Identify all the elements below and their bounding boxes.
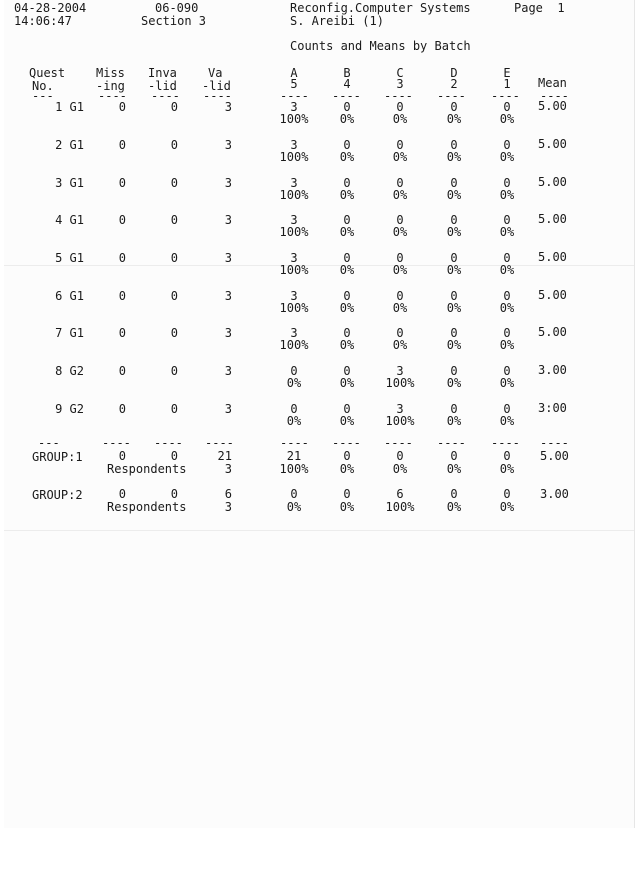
response-b-percent: 0% xyxy=(339,500,355,514)
response-e-percent: 0% xyxy=(499,188,515,202)
valid-count: 3 xyxy=(224,326,232,340)
mean-value: 5.00 xyxy=(538,99,567,113)
response-a-percent: 100% xyxy=(279,188,309,202)
response-e-percent: 0% xyxy=(499,338,515,352)
response-c-count: 0 xyxy=(396,176,404,190)
question-number: 6 G1 xyxy=(55,289,84,303)
response-d-percent: 0% xyxy=(446,301,462,315)
dash: ---- xyxy=(280,436,309,450)
valid-count: 3 xyxy=(224,100,232,114)
response-a-count: 21 xyxy=(286,449,302,463)
missing-count: 0 xyxy=(118,449,126,463)
response-a-percent: 0% xyxy=(286,414,302,428)
missing-count: 0 xyxy=(118,213,126,227)
response-c-percent: 0% xyxy=(392,263,408,277)
response-c-count: 0 xyxy=(396,213,404,227)
response-b-percent: 0% xyxy=(339,338,355,352)
response-c-percent: 100% xyxy=(385,414,415,428)
col-invalid-sub: -lid xyxy=(148,79,177,93)
course-code: 06-090 xyxy=(155,1,199,15)
col-b-score: 4 xyxy=(343,77,351,91)
invalid-count: 0 xyxy=(170,251,178,265)
col-c-label: C xyxy=(396,66,404,80)
report-date: 04-28-2004 xyxy=(14,1,87,15)
response-e-percent: 0% xyxy=(499,150,515,164)
response-b-count: 0 xyxy=(343,449,351,463)
valid-count: 3 xyxy=(224,289,232,303)
response-d-count: 0 xyxy=(450,326,458,340)
response-b-count: 0 xyxy=(343,138,351,152)
response-a-count: 3 xyxy=(290,326,298,340)
dash: --- xyxy=(32,89,54,103)
col-missing-sub: -ing xyxy=(96,79,125,93)
invalid-count: 0 xyxy=(170,449,178,463)
missing-count: 0 xyxy=(118,100,126,114)
invalid-count: 0 xyxy=(170,364,178,378)
response-c-count: 3 xyxy=(396,402,404,416)
response-a-count: 3 xyxy=(290,213,298,227)
response-b-percent: 0% xyxy=(339,188,355,202)
response-a-count: 0 xyxy=(290,487,298,501)
col-mean-label: Mean xyxy=(538,76,567,90)
col-quest-label: Quest xyxy=(29,66,66,80)
invalid-count: 0 xyxy=(170,326,178,340)
response-b-count: 0 xyxy=(343,364,351,378)
dash: ---- xyxy=(540,89,569,103)
response-d-count: 0 xyxy=(450,402,458,416)
missing-count: 0 xyxy=(118,289,126,303)
dash: ---- xyxy=(437,89,466,103)
response-e-count: 0 xyxy=(503,289,511,303)
response-b-percent: 0% xyxy=(339,376,355,390)
mean-value: 5.00 xyxy=(538,137,567,151)
response-b-count: 0 xyxy=(343,289,351,303)
question-number: 5 G1 xyxy=(55,251,84,265)
report-time: 14:06:47 xyxy=(14,14,72,28)
valid-count: 3 xyxy=(224,251,232,265)
response-e-percent: 0% xyxy=(499,462,515,476)
col-valid-sub: -lid xyxy=(202,79,231,93)
invalid-count: 0 xyxy=(170,487,178,501)
response-c-count: 0 xyxy=(396,289,404,303)
response-b-percent: 0% xyxy=(339,462,355,476)
response-a-count: 3 xyxy=(290,176,298,190)
missing-count: 0 xyxy=(118,487,126,501)
response-b-count: 0 xyxy=(343,487,351,501)
response-c-count: 0 xyxy=(396,100,404,114)
response-a-percent: 100% xyxy=(279,301,309,315)
response-d-count: 0 xyxy=(450,251,458,265)
response-d-percent: 0% xyxy=(446,263,462,277)
response-e-count: 0 xyxy=(503,449,511,463)
response-d-count: 0 xyxy=(450,138,458,152)
question-number: 2 G1 xyxy=(55,138,84,152)
response-d-percent: 0% xyxy=(446,112,462,126)
respondents-count: 3 xyxy=(224,500,232,514)
dash: ---- xyxy=(102,436,131,450)
mean-value: 5.00 xyxy=(538,212,567,226)
response-a-count: 0 xyxy=(290,364,298,378)
mean-value: 3.00 xyxy=(540,487,569,501)
response-a-count: 3 xyxy=(290,289,298,303)
response-d-percent: 0% xyxy=(446,150,462,164)
response-a-percent: 100% xyxy=(279,263,309,277)
respondents-label: Respondents xyxy=(107,500,187,514)
question-number: 3 G1 xyxy=(55,176,84,190)
dash: ---- xyxy=(384,89,413,103)
response-d-percent: 0% xyxy=(446,225,462,239)
response-d-count: 0 xyxy=(450,487,458,501)
response-b-count: 0 xyxy=(343,100,351,114)
response-a-percent: 100% xyxy=(279,225,309,239)
report-title: Counts and Means by Batch xyxy=(290,39,471,53)
dash: ---- xyxy=(154,436,183,450)
instructor-name: S. Areibi (1) xyxy=(290,14,384,28)
response-b-count: 0 xyxy=(343,326,351,340)
response-a-percent: 0% xyxy=(286,500,302,514)
response-c-percent: 0% xyxy=(392,338,408,352)
response-a-count: 0 xyxy=(290,402,298,416)
missing-count: 0 xyxy=(118,402,126,416)
valid-count: 3 xyxy=(224,176,232,190)
invalid-count: 0 xyxy=(170,402,178,416)
response-e-percent: 0% xyxy=(499,500,515,514)
response-b-percent: 0% xyxy=(339,225,355,239)
mean-value: 5.00 xyxy=(538,250,567,264)
dash: ---- xyxy=(540,436,569,450)
response-d-percent: 0% xyxy=(446,376,462,390)
response-d-percent: 0% xyxy=(446,338,462,352)
dash: ---- xyxy=(332,89,361,103)
response-c-percent: 0% xyxy=(392,225,408,239)
response-e-count: 0 xyxy=(503,100,511,114)
response-e-count: 0 xyxy=(503,213,511,227)
invalid-count: 0 xyxy=(170,289,178,303)
dash: ---- xyxy=(280,89,309,103)
question-number: 7 G1 xyxy=(55,326,84,340)
response-d-count: 0 xyxy=(450,213,458,227)
col-invalid-label: Inva xyxy=(148,66,177,80)
response-e-percent: 0% xyxy=(499,301,515,315)
question-number: 1 G1 xyxy=(55,100,84,114)
response-a-percent: 100% xyxy=(279,112,309,126)
col-c-score: 3 xyxy=(396,77,404,91)
response-e-percent: 0% xyxy=(499,225,515,239)
missing-count: 0 xyxy=(118,251,126,265)
col-e-label: E xyxy=(503,66,511,80)
mean-value: 3.00 xyxy=(538,363,567,377)
response-c-percent: 100% xyxy=(385,500,415,514)
response-a-percent: 100% xyxy=(279,150,309,164)
response-d-percent: 0% xyxy=(446,188,462,202)
dash: ---- xyxy=(205,436,234,450)
response-e-count: 0 xyxy=(503,402,511,416)
col-e-score: 1 xyxy=(503,77,511,91)
dash: ---- xyxy=(151,89,180,103)
valid-count: 3 xyxy=(224,364,232,378)
response-b-count: 0 xyxy=(343,402,351,416)
mean-value: 3:00 xyxy=(538,401,567,415)
valid-count: 21 xyxy=(217,449,232,463)
question-number: 4 G1 xyxy=(55,213,84,227)
missing-count: 0 xyxy=(118,176,126,190)
response-e-count: 0 xyxy=(503,487,511,501)
response-d-percent: 0% xyxy=(446,462,462,476)
group-label: GROUP:2 xyxy=(32,488,83,502)
response-e-count: 0 xyxy=(503,326,511,340)
respondents-count: 3 xyxy=(224,462,232,476)
dash: ---- xyxy=(332,436,361,450)
response-c-percent: 0% xyxy=(392,301,408,315)
response-b-percent: 0% xyxy=(339,301,355,315)
dash: ---- xyxy=(384,436,413,450)
response-a-percent: 100% xyxy=(279,338,309,352)
response-b-percent: 0% xyxy=(339,414,355,428)
response-b-count: 0 xyxy=(343,251,351,265)
question-number: 8 G2 xyxy=(55,364,84,378)
response-a-count: 3 xyxy=(290,251,298,265)
missing-count: 0 xyxy=(118,364,126,378)
invalid-count: 0 xyxy=(170,138,178,152)
response-c-count: 0 xyxy=(396,326,404,340)
response-d-count: 0 xyxy=(450,176,458,190)
response-c-percent: 100% xyxy=(385,376,415,390)
response-a-count: 3 xyxy=(290,138,298,152)
invalid-count: 0 xyxy=(170,100,178,114)
page-number: Page 1 xyxy=(514,1,565,15)
group-label: GROUP:1 xyxy=(32,450,83,464)
dash: ---- xyxy=(98,89,127,103)
invalid-count: 0 xyxy=(170,213,178,227)
response-c-percent: 0% xyxy=(392,462,408,476)
response-c-count: 6 xyxy=(396,487,404,501)
response-d-count: 0 xyxy=(450,449,458,463)
response-e-percent: 0% xyxy=(499,414,515,428)
response-a-percent: 100% xyxy=(279,462,309,476)
response-c-percent: 0% xyxy=(392,188,408,202)
response-c-count: 0 xyxy=(396,449,404,463)
dash: ---- xyxy=(437,436,466,450)
response-c-count: 0 xyxy=(396,251,404,265)
response-d-count: 0 xyxy=(450,289,458,303)
col-valid-label: Va xyxy=(208,66,223,80)
missing-count: 0 xyxy=(118,138,126,152)
dash: ---- xyxy=(491,89,520,103)
respondents-label: Respondents xyxy=(107,462,187,476)
response-b-percent: 0% xyxy=(339,150,355,164)
response-e-count: 0 xyxy=(503,138,511,152)
response-e-percent: 0% xyxy=(499,376,515,390)
response-c-count: 3 xyxy=(396,364,404,378)
col-d-score: 2 xyxy=(450,77,458,91)
response-d-count: 0 xyxy=(450,100,458,114)
dash: ---- xyxy=(491,436,520,450)
col-quest-sub: No. xyxy=(32,79,54,93)
response-b-percent: 0% xyxy=(339,263,355,277)
response-b-count: 0 xyxy=(343,213,351,227)
col-b-label: B xyxy=(343,66,351,80)
col-a-score: 5 xyxy=(290,77,298,91)
response-d-percent: 0% xyxy=(446,414,462,428)
response-b-count: 0 xyxy=(343,176,351,190)
col-a-label: A xyxy=(290,66,298,80)
fold-line xyxy=(4,265,634,266)
valid-count: 3 xyxy=(224,213,232,227)
course-title: Reconfig.Computer Systems xyxy=(290,1,471,15)
fold-line xyxy=(4,530,634,531)
response-c-percent: 0% xyxy=(392,150,408,164)
response-a-percent: 0% xyxy=(286,376,302,390)
mean-value: 5.00 xyxy=(540,449,569,463)
response-c-count: 0 xyxy=(396,138,404,152)
response-e-percent: 0% xyxy=(499,112,515,126)
response-e-percent: 0% xyxy=(499,263,515,277)
response-e-count: 0 xyxy=(503,251,511,265)
mean-value: 5.00 xyxy=(538,325,567,339)
missing-count: 0 xyxy=(118,326,126,340)
mean-value: 5.00 xyxy=(538,288,567,302)
dash: ---- xyxy=(203,89,232,103)
response-b-percent: 0% xyxy=(339,112,355,126)
response-e-count: 0 xyxy=(503,364,511,378)
invalid-count: 0 xyxy=(170,176,178,190)
valid-count: 6 xyxy=(224,487,232,501)
col-missing-label: Miss xyxy=(96,66,125,80)
dash: --- xyxy=(38,436,60,450)
response-e-count: 0 xyxy=(503,176,511,190)
col-d-label: D xyxy=(450,66,458,80)
valid-count: 3 xyxy=(224,138,232,152)
response-a-count: 3 xyxy=(290,100,298,114)
response-d-count: 0 xyxy=(450,364,458,378)
valid-count: 3 xyxy=(224,402,232,416)
response-d-percent: 0% xyxy=(446,500,462,514)
question-number: 9 G2 xyxy=(55,402,84,416)
section-label: Section 3 xyxy=(141,14,207,28)
response-c-percent: 0% xyxy=(392,112,408,126)
mean-value: 5.00 xyxy=(538,175,567,189)
